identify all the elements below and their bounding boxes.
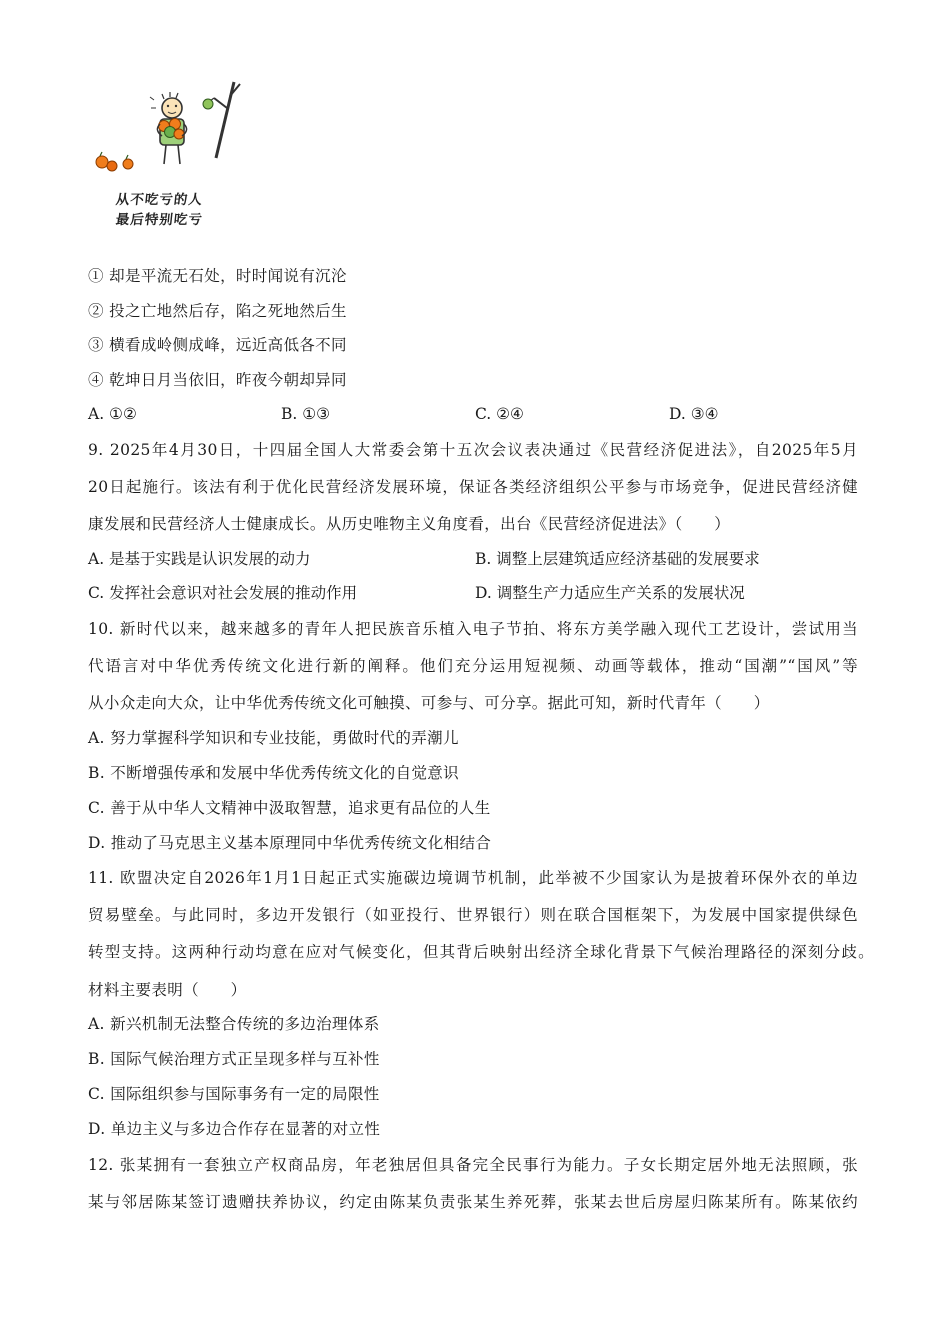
- q8-option-b[interactable]: B. ①③: [281, 405, 331, 423]
- q11-stem-line-2: 贸易壁垒。与此同时，多边开发银行（如亚投行、世界银行）则在联合国框架下，为发展中国家提供绿色: [88, 906, 858, 924]
- q9-option-a[interactable]: A. 是基于实践是认识发展的动力: [88, 550, 311, 568]
- q10-stem-line-3: 从小众走向大众，让中华优秀传统文化可触摸、可参与、可分享。据此可知，新时代青年（ ）: [88, 694, 770, 712]
- q9-option-d[interactable]: D. 调整生产力适应生产关系的发展状况: [475, 584, 745, 602]
- q11-option-a[interactable]: A. 新兴机制无法整合传统的多边治理体系: [88, 1015, 380, 1033]
- q8-item-4: ④ 乾坤日月当依旧，昨夜今朝却异同: [88, 371, 347, 389]
- q11-option-d[interactable]: D. 单边主义与多边合作存在显著的对立性: [88, 1120, 381, 1138]
- cartoon-caption-line2: 最后特别吃亏: [114, 212, 204, 228]
- q12-stem-line-1: 12. 张某拥有一套独立产权商品房，年老独居但具备完全民事行为能力。子女长期定居外地无法照顾，张: [88, 1156, 858, 1174]
- q11-stem-line-4: 材料主要表明（ ）: [88, 981, 247, 999]
- q10-option-c[interactable]: C. 善于从中华人文精神中汲取智慧，追求更有品位的人生: [88, 799, 491, 817]
- q10-stem-line-2: 代语言对中华优秀传统文化进行新的阐释。他们充分运用短视频、动画等载体，推动“国潮”“国风”等: [88, 657, 858, 675]
- q8-option-a[interactable]: A. ①②: [88, 405, 137, 423]
- q8-item-3: ③ 横看成岭侧成峰，远近高低各不同: [88, 336, 347, 354]
- q9-stem-line-3: 康发展和民营经济人士健康成长。从历史唯物主义角度看，出台《民营经济促进法》（ ）: [88, 515, 731, 533]
- boy-picking-fruit-drawing: [84, 74, 244, 194]
- cartoon-illustration: [84, 74, 244, 230]
- q11-option-c[interactable]: C. 国际组织参与国际事务有一定的局限性: [88, 1085, 380, 1103]
- q9-option-c[interactable]: C. 发挥社会意识对社会发展的推动作用: [88, 584, 358, 602]
- q10-option-a[interactable]: A. 努力掌握科学知识和专业技能，勇做时代的弄潮儿: [88, 729, 459, 747]
- q9-stem-line-2: 20日起施行。该法有利于优化民营经济发展环境，保证各类经济组织公平参与市场竞争，促进民营经济健: [88, 478, 858, 496]
- q11-option-b[interactable]: B. 国际气候治理方式正呈现多样与互补性: [88, 1050, 380, 1068]
- q10-option-d[interactable]: D. 推动了马克思主义基本原理同中华优秀传统文化相结合: [88, 834, 492, 852]
- cartoon-caption-line1: 从不吃亏的人: [114, 192, 204, 208]
- q8-option-d[interactable]: D. ③④: [669, 405, 719, 423]
- q10-option-b[interactable]: B. 不断增强传承和发展中华优秀传统文化的自觉意识: [88, 764, 459, 782]
- q8-item-1: ① 却是平流无石处，时时闻说有沉沦: [88, 267, 347, 285]
- q8-option-c[interactable]: C. ②④: [475, 405, 524, 423]
- q9-option-b[interactable]: B. 调整上层建筑适应经济基础的发展要求: [475, 550, 760, 568]
- q11-stem-line-1: 11. 欧盟决定自2026年1月1日起正式实施碳边境调节机制，此举被不少国家认为是披着环保外衣的单边: [88, 869, 858, 887]
- q12-stem-line-2: 某与邻居陈某签订遗赠扶养协议，约定由陈某负责张某生养死葬，张某去世后房屋归陈某所有。陈某依约: [88, 1193, 858, 1211]
- q11-stem-line-3: 转型支持。这两种行动均意在应对气候变化，但其背后映射出经济全球化背景下气候治理路径的深刻分歧。: [88, 943, 874, 961]
- q9-stem-line-1: 9. 2025年4月30日，十四届全国人大常委会第十五次会议表决通过《民营经济促进法》，自2025年5月: [88, 441, 858, 459]
- q10-stem-line-1: 10. 新时代以来，越来越多的青年人把民族音乐植入电子节拍、将东方美学融入现代工艺设计，尝试用当: [88, 620, 858, 638]
- q8-item-2: ② 投之亡地然后存，陷之死地然后生: [88, 302, 347, 320]
